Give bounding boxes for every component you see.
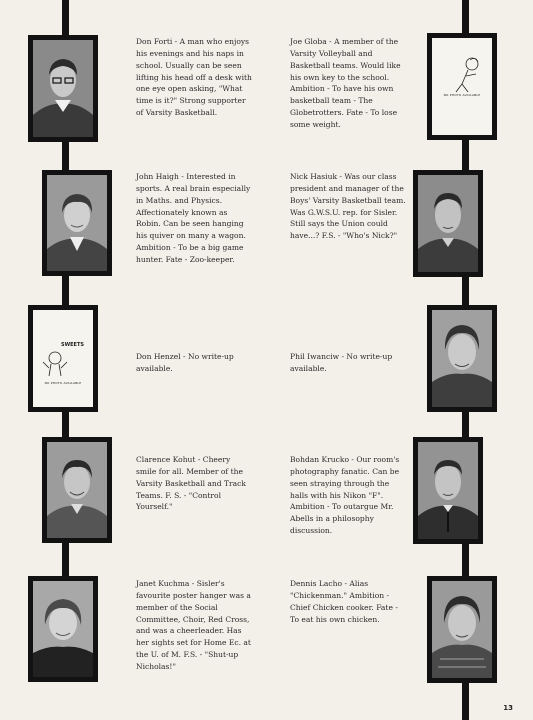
photo-frame-left-5 <box>28 576 98 682</box>
student-writeup: - A member of the Varsity Volleyball and Basketball teams. Would like his own key to the school. Ambition - To have his own basketball team - The Globetrotters. Fate - To lose some weight. <box>290 37 401 129</box>
student-writeup: - A man who enjoys his evenings and his naps in school. Usually can be seen lifting his head off a desk with one eye open asking, "What time is it?" Strong supporter of Varsity Basketball. <box>136 37 252 118</box>
cartoon-illustration <box>432 38 492 135</box>
photo-frame-left-4 <box>42 437 112 543</box>
bio-left-4 <box>136 454 252 513</box>
student-name: Dennis Lacho <box>290 579 343 588</box>
student-writeup: - No write-up available. <box>136 352 234 373</box>
portrait-photo <box>418 442 478 539</box>
bio-right-5 <box>290 578 406 625</box>
no-photo-caption: NO PHOTO AVAILABLE <box>443 93 481 97</box>
bio-right-4 <box>290 454 406 537</box>
photo-frame-right-4 <box>413 437 483 544</box>
student-name: Don Forti <box>136 37 173 46</box>
bio-right-1 <box>290 36 406 131</box>
photo-frame-right-1 <box>427 33 497 140</box>
bio-left-1 <box>136 36 252 119</box>
student-name: Bohdan Krucko <box>290 455 349 464</box>
student-name: Nick Hasiuk <box>290 172 338 181</box>
no-photo-placeholder <box>432 38 492 135</box>
student-name: Clarence Kohut <box>136 455 196 464</box>
no-photo-caption: NO PHOTO AVAILABLE <box>44 381 82 385</box>
bio-right-3 <box>290 351 406 375</box>
student-writeup: - Our room's photography fanatic. Can be seen straying through the halls with his Nikon "F". Ambition - To outargue Mr. Abells in a philosophy discussion. <box>290 455 400 536</box>
page-number: 13 <box>503 704 513 712</box>
student-writeup: - No write-up available. <box>290 352 393 373</box>
student-name: John Haigh <box>136 172 179 181</box>
portrait-photo <box>432 310 492 407</box>
student-writeup: - Was our class president and manager of the Boys' Varsity Basketball team. Was G.W.S.U. rep. for Sisler. Still says the Union could have...? F.S. - "Who's Nick?" <box>290 172 406 241</box>
portrait-photo <box>418 175 478 272</box>
bio-left-3 <box>136 351 252 375</box>
sweets-label: SWEETS <box>61 342 84 348</box>
student-writeup: - Alias "Chickenman." Ambition - Chief Chicken cooker. Fate - To eat his own chicken. <box>290 579 398 624</box>
portrait-photo <box>47 442 107 538</box>
student-name: Joe Globa <box>290 37 327 46</box>
portrait-photo <box>33 40 93 137</box>
portrait-photo <box>33 581 93 677</box>
photo-frame-right-2 <box>413 170 483 277</box>
student-writeup: - Interested in sports. A real brain especially in Maths. and Physics. Affectionately known as Robin. Can be seen hanging his quiver on many a wagon. Ambition - To be a big game hunter. Fate - Zoo-keeper. <box>136 172 251 264</box>
portrait-photo <box>47 175 107 271</box>
photo-frame-right-5 <box>427 576 497 683</box>
student-name: Janet Kuchma <box>136 579 190 588</box>
student-writeup: - Cheery smile for all. Member of the Varsity Basketball and Track Teams. F. S. - "Control Yourself." <box>136 455 246 512</box>
student-name: Don Henzel <box>136 352 181 361</box>
bio-left-2 <box>136 171 252 266</box>
photo-frame-left-2 <box>42 170 112 276</box>
photo-frame-left-1 <box>28 35 98 142</box>
student-writeup: - Sisler's favourite poster hanger was a member of the Social Committee, Choir, Red Cross, and was a cheerleader. Has her sights set for Home Ec. at the U. of M. F.S. - "Shut-up Nicholas!" <box>136 579 251 671</box>
bio-left-5 <box>136 578 252 673</box>
bio-right-2 <box>290 171 406 242</box>
portrait-photo <box>432 581 492 678</box>
photo-frame-right-3 <box>427 305 497 412</box>
cartoon-illustration <box>33 310 93 407</box>
photo-frame-left-3 <box>28 305 98 412</box>
student-name: Phil Iwanciw <box>290 352 340 361</box>
no-photo-placeholder <box>33 310 93 407</box>
